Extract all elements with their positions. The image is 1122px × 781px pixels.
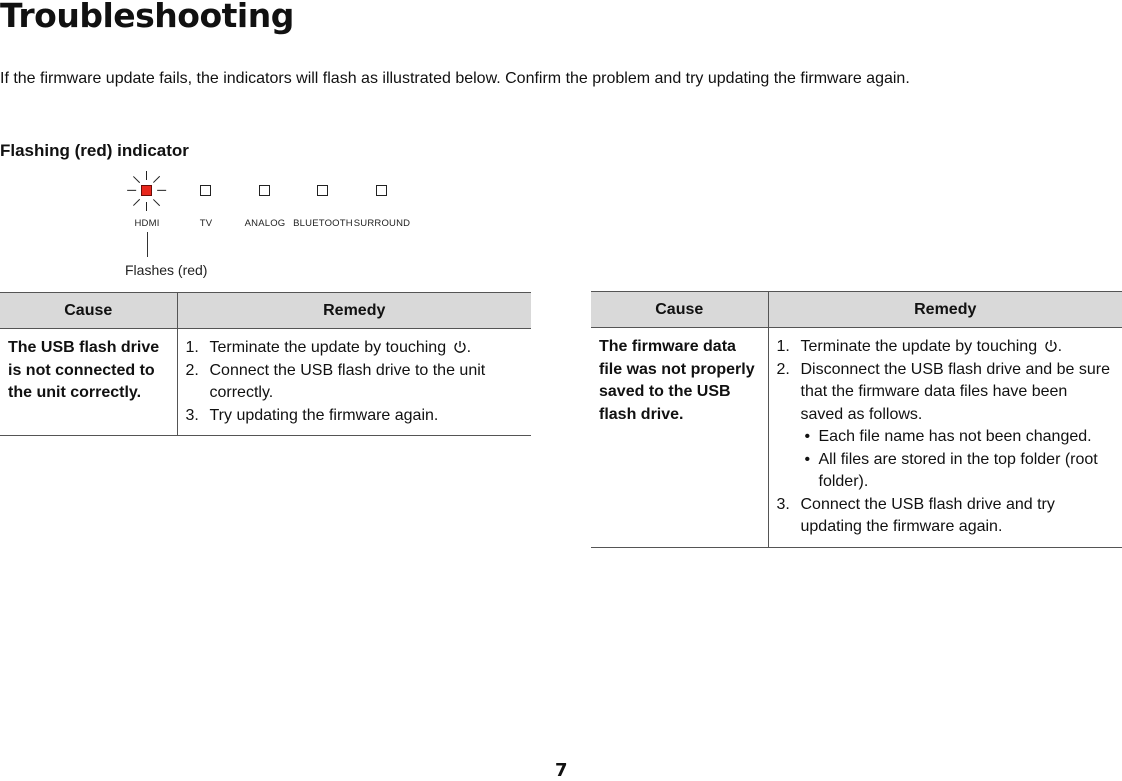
table-row bbox=[591, 328, 1122, 548]
remedy-cell bbox=[177, 329, 531, 436]
tv-label: TV bbox=[199, 218, 213, 229]
list-item: • Each file name has not been changed. bbox=[804, 428, 1092, 445]
intro-text: If the firmware update fails, the indicators will flash as illustrated below. Confirm the problem and try updating the firmware again. bbox=[0, 70, 910, 87]
table-row bbox=[0, 329, 531, 436]
cause-cell: The USB flash drive is not connected to the unit correctly. bbox=[0, 329, 177, 436]
hdmi-label: HDMI bbox=[134, 218, 160, 229]
tv-led bbox=[200, 185, 211, 196]
surround-label: SURROUND bbox=[353, 218, 411, 229]
page-title: Troubleshooting bbox=[0, 0, 294, 35]
remedy-step: 1. Terminate the update by touching . bbox=[185, 339, 472, 356]
remedy-header: Remedy bbox=[768, 292, 1122, 328]
hdmi-led-flashing bbox=[141, 185, 152, 196]
power-icon bbox=[453, 340, 467, 354]
remedy-step: 2. Disconnect the USB flash drive and be sure that the firmware data files have been saved as follows. • Each file name has not been changed. • All files are stored in the top folder (root folder). bbox=[777, 359, 1115, 494]
bluetooth-led bbox=[317, 185, 328, 196]
caption-leader-line bbox=[147, 232, 148, 257]
troubleshoot-table-usb bbox=[0, 292, 531, 436]
cause-header: Cause bbox=[591, 292, 768, 328]
remedy-step: 3. Connect the USB flash drive and try updating the firmware again. bbox=[776, 495, 1055, 535]
page-number: 7 bbox=[555, 760, 568, 781]
cause-header: Cause bbox=[0, 293, 177, 329]
analog-led bbox=[259, 185, 270, 196]
power-icon bbox=[1044, 339, 1058, 353]
remedy-header: Remedy bbox=[177, 293, 531, 329]
remedy-step: 3. Try updating the firmware again. bbox=[185, 406, 439, 424]
list-item: • All files are stored in the top folder (root folder). bbox=[804, 450, 1098, 490]
remedy-step: 1. Terminate the update by touching . bbox=[776, 338, 1063, 355]
cause-cell: The firmware data file was not properly saved to the USB flash drive. bbox=[591, 328, 768, 548]
indicator-panel-illustration bbox=[0, 160, 560, 290]
section-heading: Flashing (red) indicator bbox=[0, 141, 189, 160]
flashes-caption: Flashes (red) bbox=[125, 262, 208, 278]
remedy-step: 2. Connect the USB flash drive to the unit correctly. bbox=[185, 361, 486, 401]
analog-label: ANALOG bbox=[244, 218, 286, 229]
surround-led bbox=[376, 185, 387, 196]
troubleshoot-table-firmware bbox=[591, 291, 1122, 548]
remedy-cell bbox=[768, 328, 1122, 548]
bluetooth-label: BLUETOOTH bbox=[293, 218, 353, 229]
